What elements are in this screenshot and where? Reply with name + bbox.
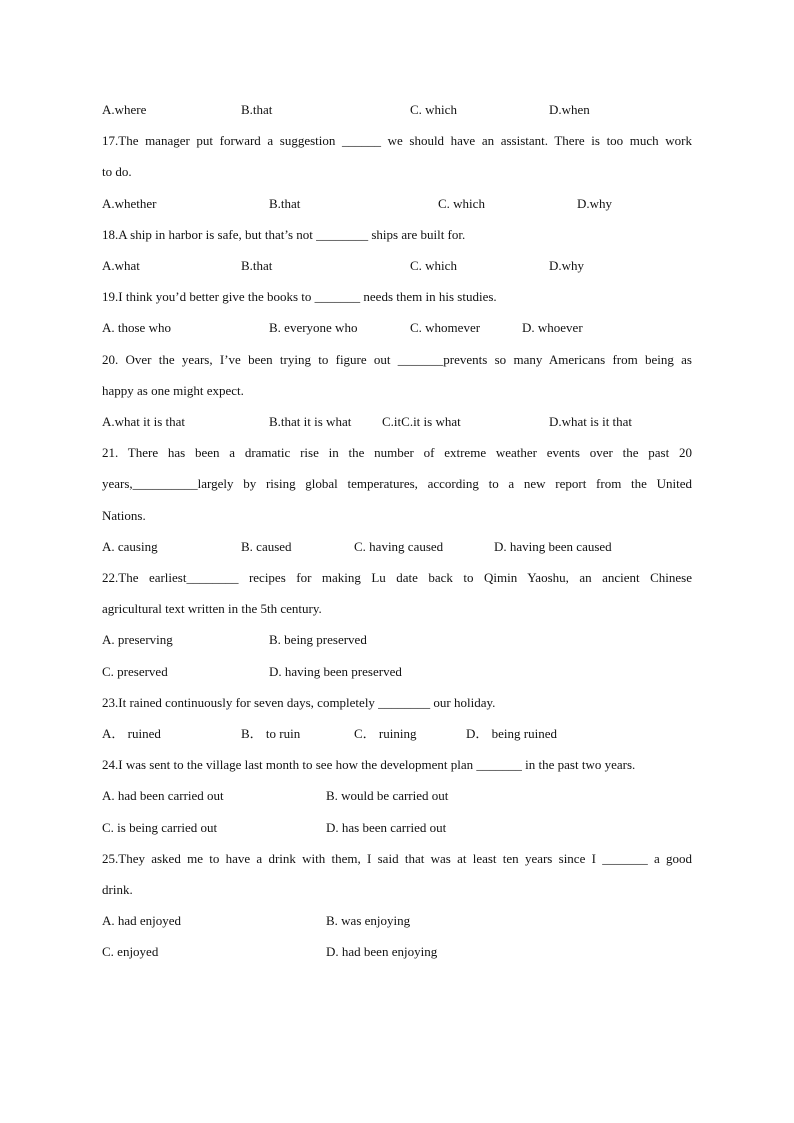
option-b: B.that bbox=[241, 258, 273, 273]
question-text: 25.They asked me to have a drink with them, I said that was at least ten years since I _______ a good bbox=[102, 851, 692, 866]
question-text: 22.The earliest________ recipes for making Lu date back to Qimin Yaoshu, an ancient Chinese bbox=[102, 570, 692, 585]
option-c: C. which bbox=[438, 196, 485, 211]
option-a: A. preserving bbox=[102, 632, 173, 647]
option-a: A. had enjoyed bbox=[102, 913, 182, 928]
option-d: D.why bbox=[549, 258, 585, 273]
option-b: B． to ruin bbox=[241, 726, 301, 741]
question-text: 21. There has been a dramatic rise in the number of extreme weather events over the past 20 bbox=[102, 445, 692, 460]
option-b: B. was enjoying bbox=[326, 913, 411, 928]
option-b: B. being preserved bbox=[269, 632, 367, 647]
option-d: D. has been carried out bbox=[326, 820, 447, 835]
question-text-cont: to do. bbox=[102, 164, 132, 179]
question-text: 17.The manager put forward a suggestion ______ we should have an assistant. There is too much work bbox=[102, 133, 692, 148]
question-text: 19.I think you’d better give the books to _______ needs them in his studies. bbox=[102, 289, 497, 304]
question-text-cont: Nations. bbox=[102, 508, 146, 523]
question-text-cont: drink. bbox=[102, 882, 133, 897]
option-c: C. is being carried out bbox=[102, 820, 218, 835]
option-d: D． being ruined bbox=[466, 726, 557, 741]
option-d: D. having been caused bbox=[494, 539, 612, 554]
option-b: B.that bbox=[241, 102, 273, 117]
option-d: D. whoever bbox=[522, 320, 583, 335]
option-a: A. causing bbox=[102, 539, 158, 554]
option-c: C.itC.it is what bbox=[382, 414, 461, 429]
option-a: A.where bbox=[102, 102, 147, 117]
option-d: D. had been enjoying bbox=[326, 944, 438, 959]
question-text: 18.A ship in harbor is safe, but that’s not ________ ships are built for. bbox=[102, 227, 466, 242]
option-c: C. which bbox=[410, 258, 457, 273]
question-text-cont: happy as one might expect. bbox=[102, 383, 244, 398]
question-text: 20. Over the years, I’ve been trying to figure out _______prevents so many Americans from being as bbox=[102, 352, 692, 367]
option-b: B. would be carried out bbox=[326, 788, 449, 803]
question-text: 23.It rained continuously for seven days, completely ________ our holiday. bbox=[102, 695, 496, 710]
option-d: D.when bbox=[549, 102, 590, 117]
option-c: C. whomever bbox=[410, 320, 481, 335]
option-c: C. having caused bbox=[354, 539, 444, 554]
option-c: C. preserved bbox=[102, 664, 168, 679]
option-b: B.that it is what bbox=[269, 414, 352, 429]
option-a: A. those who bbox=[102, 320, 171, 335]
question-text-cont: years,__________largely by rising global temperatures, according to a new report from the United bbox=[102, 476, 692, 491]
option-a: A.what bbox=[102, 258, 140, 273]
option-a: A.whether bbox=[102, 196, 157, 211]
option-a: A. had been carried out bbox=[102, 788, 224, 803]
question-text-cont: agricultural text written in the 5th century. bbox=[102, 601, 322, 616]
option-d: D.why bbox=[577, 196, 613, 211]
option-a: A． ruined bbox=[102, 726, 161, 741]
option-a: A.what it is that bbox=[102, 414, 186, 429]
option-d: D.what is it that bbox=[549, 414, 633, 429]
option-b: B. caused bbox=[241, 539, 292, 554]
option-c: C． ruining bbox=[354, 726, 417, 741]
option-b: B.that bbox=[269, 196, 301, 211]
option-c: C. enjoyed bbox=[102, 944, 159, 959]
option-b: B. everyone who bbox=[269, 320, 358, 335]
option-d: D. having been preserved bbox=[269, 664, 402, 679]
option-c: C. which bbox=[410, 102, 457, 117]
question-text: 24.I was sent to the village last month to see how the development plan _______ in the past two years. bbox=[102, 757, 636, 772]
